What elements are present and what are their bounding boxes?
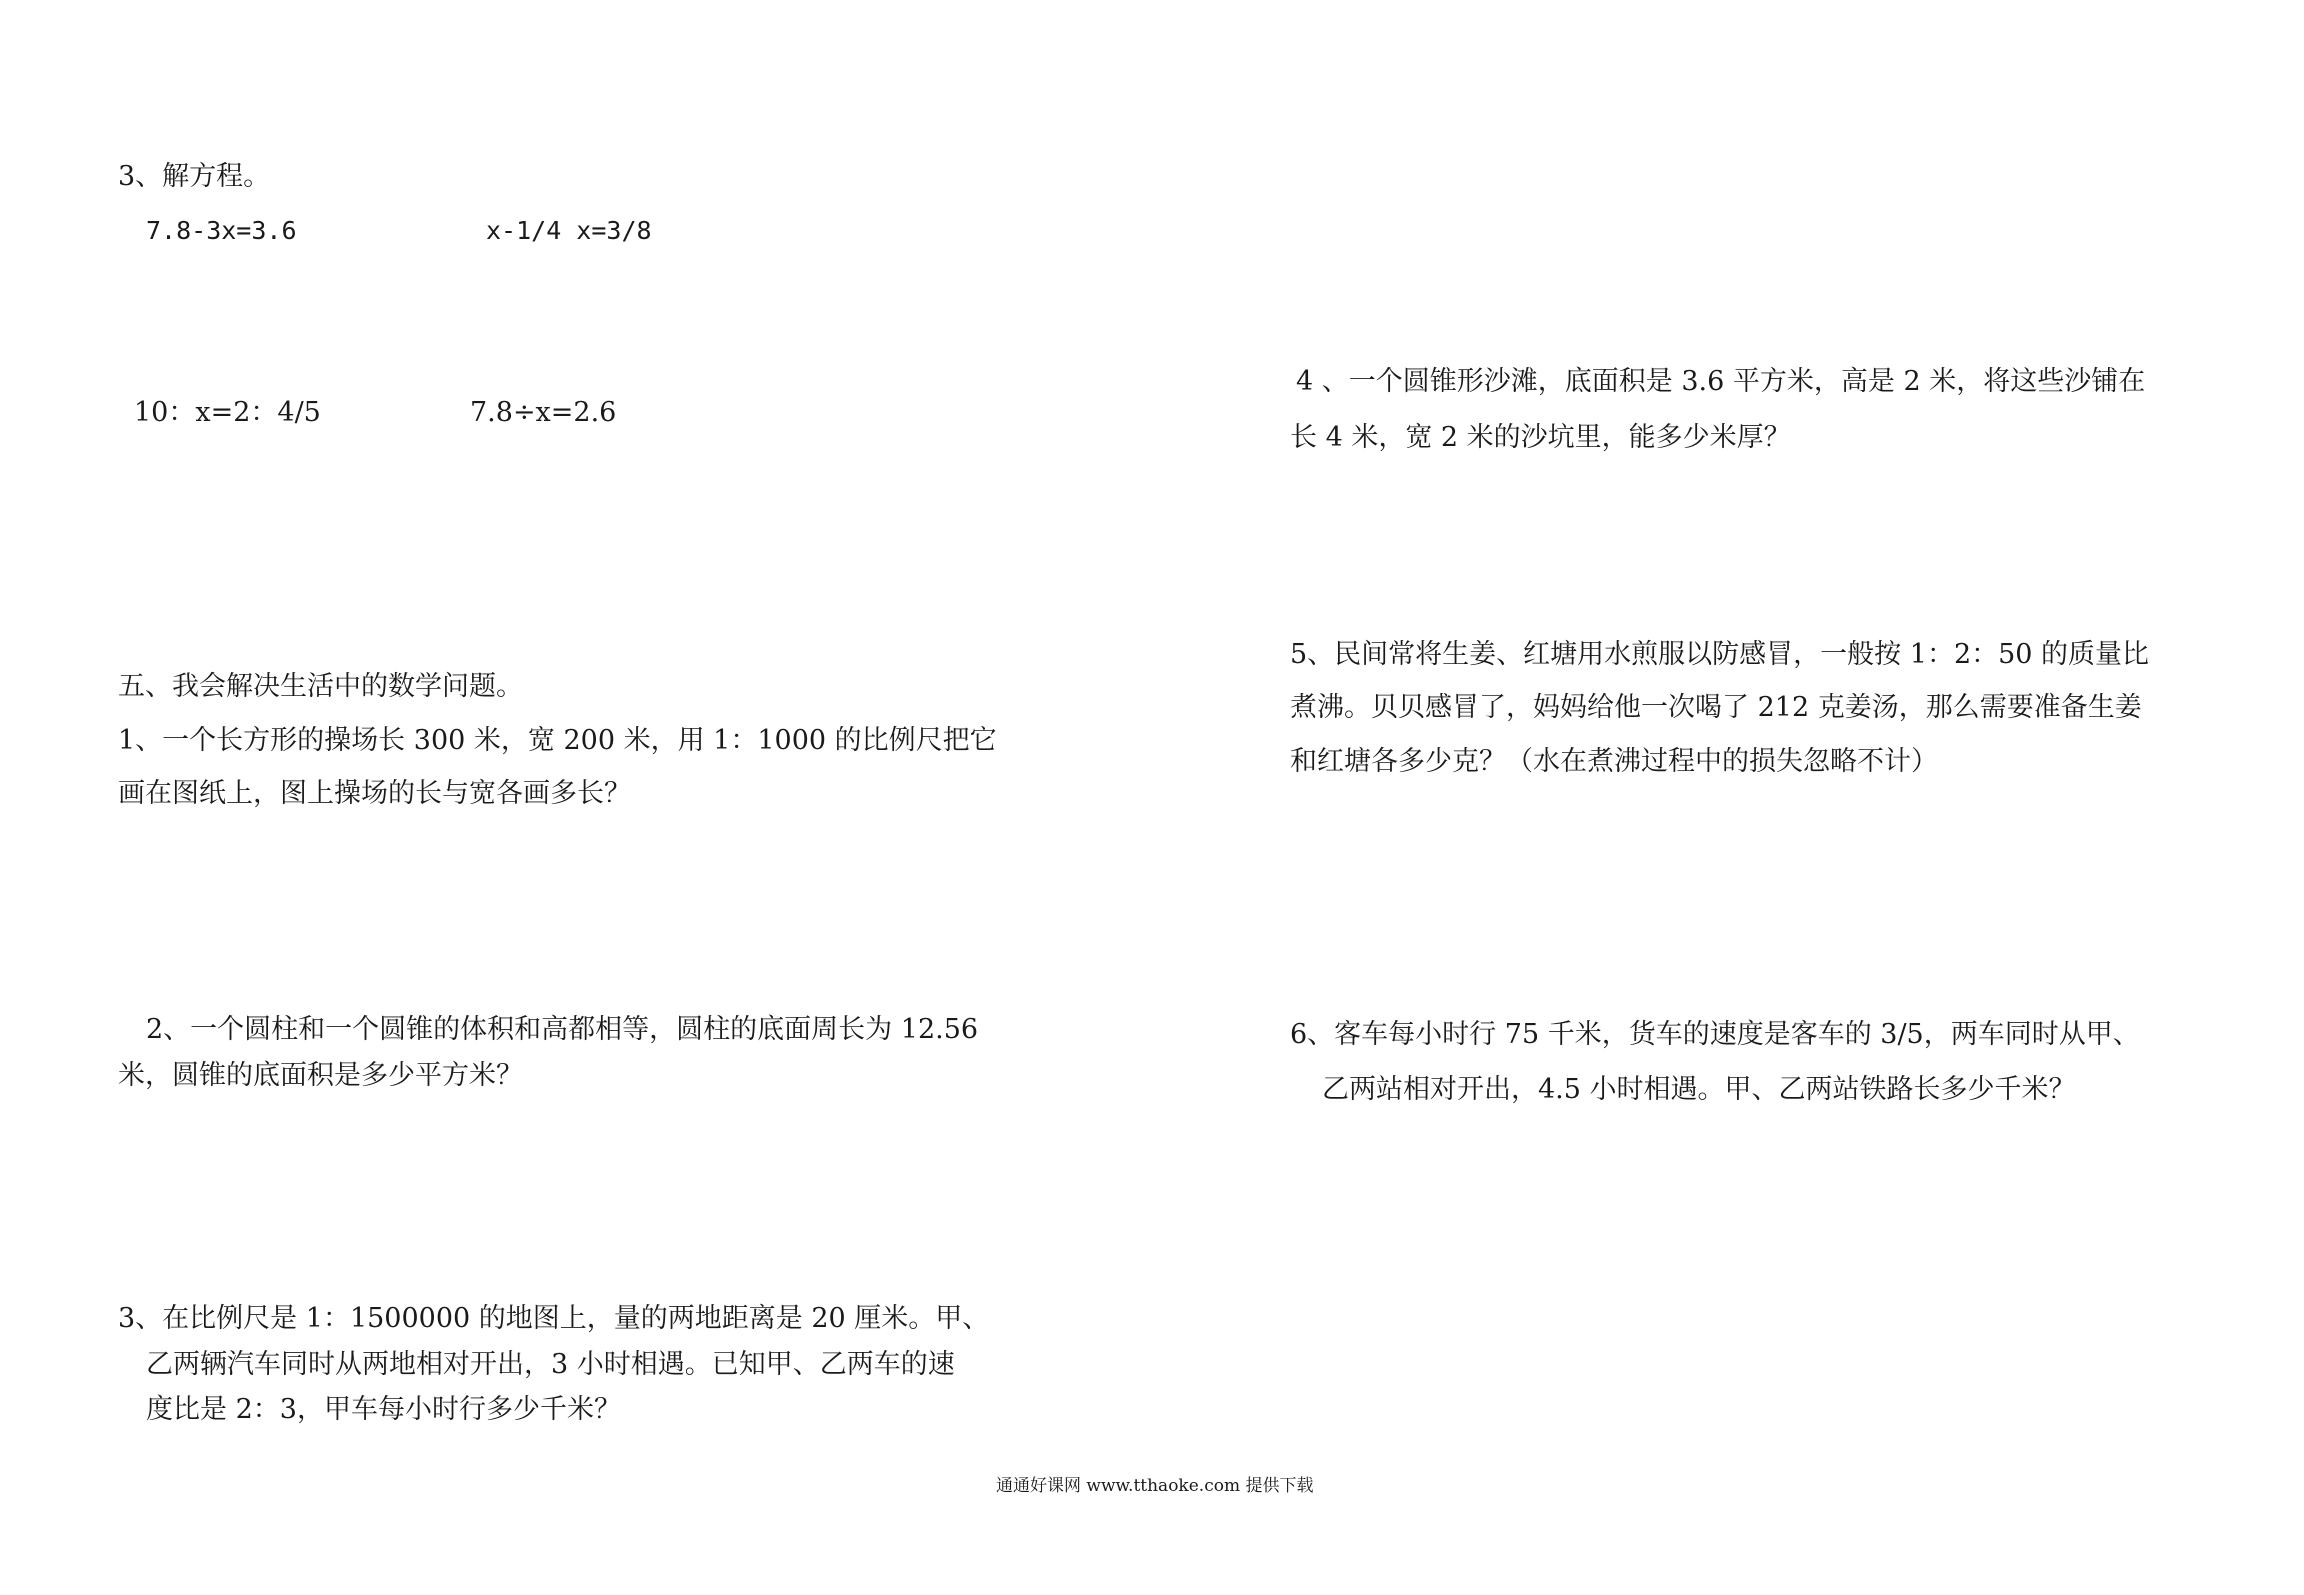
- question-3-line-1: 3、在比例尺是 1：1500000 的地图上，量的两地距离是 20 厘米。甲、: [118, 1303, 990, 1334]
- question-6-line-2: 乙两站相对开出，4.5 小时相遇。甲、乙两站铁路长多少千米？: [1322, 1074, 2076, 1105]
- question-3-line-2: 乙两辆汽车同时从两地相对开出，3 小时相遇。已知甲、乙两车的速: [146, 1349, 955, 1380]
- question-5-line-1: 5、民间常将生姜、红塘用水煎服以防感冒，一般按 1：2：50 的质量比: [1290, 639, 2150, 670]
- equation-1: 7.8-3x=3.6: [146, 216, 297, 245]
- equation-2: x-1/4 x=3/8: [486, 216, 652, 245]
- section3-heading: 3、解方程。: [118, 161, 271, 192]
- question-1-line-1: 1、一个长方形的操场长 300 米，宽 200 米，用 1：1000 的比例尺把它: [118, 725, 997, 756]
- question-5-line-3: 和红塘各多少克？（水在煮沸过程中的损失忽略不计）: [1290, 746, 1938, 777]
- section5-heading: 五、我会解决生活中的数学问题。: [118, 671, 523, 702]
- question-2-line-1: 2、一个圆柱和一个圆锥的体积和高都相等，圆柱的底面周长为 12.56: [146, 1014, 979, 1045]
- question-1-line-2: 画在图纸上，图上操场的长与宽各画多长？: [118, 778, 631, 809]
- equation-4: 7.8÷x=2.6: [470, 397, 617, 428]
- question-3-line-3: 度比是 2：3，甲车每小时行多少千米？: [146, 1394, 621, 1425]
- equation-3: 10：x=2：4/5: [134, 397, 321, 428]
- question-4-line-1: 4 、一个圆锥形沙滩，底面积是 3.6 平方米，高是 2 米，将这些沙铺在: [1296, 366, 2146, 397]
- footer-credit: 通通好课网 www.tthaoke.com 提供下载: [996, 1476, 1314, 1496]
- question-5-line-2: 煮沸。贝贝感冒了，妈妈给他一次喝了 212 克姜汤，那么需要准备生姜: [1290, 692, 2142, 723]
- question-4-line-2: 长 4 米，宽 2 米的沙坑里，能多少米厚？: [1290, 422, 1791, 453]
- question-2-line-2: 米，圆锥的底面积是多少平方米？: [118, 1060, 523, 1091]
- question-6-line-1: 6、客车每小时行 75 千米，货车的速度是客车的 3/5，两车同时从甲、: [1290, 1019, 2140, 1050]
